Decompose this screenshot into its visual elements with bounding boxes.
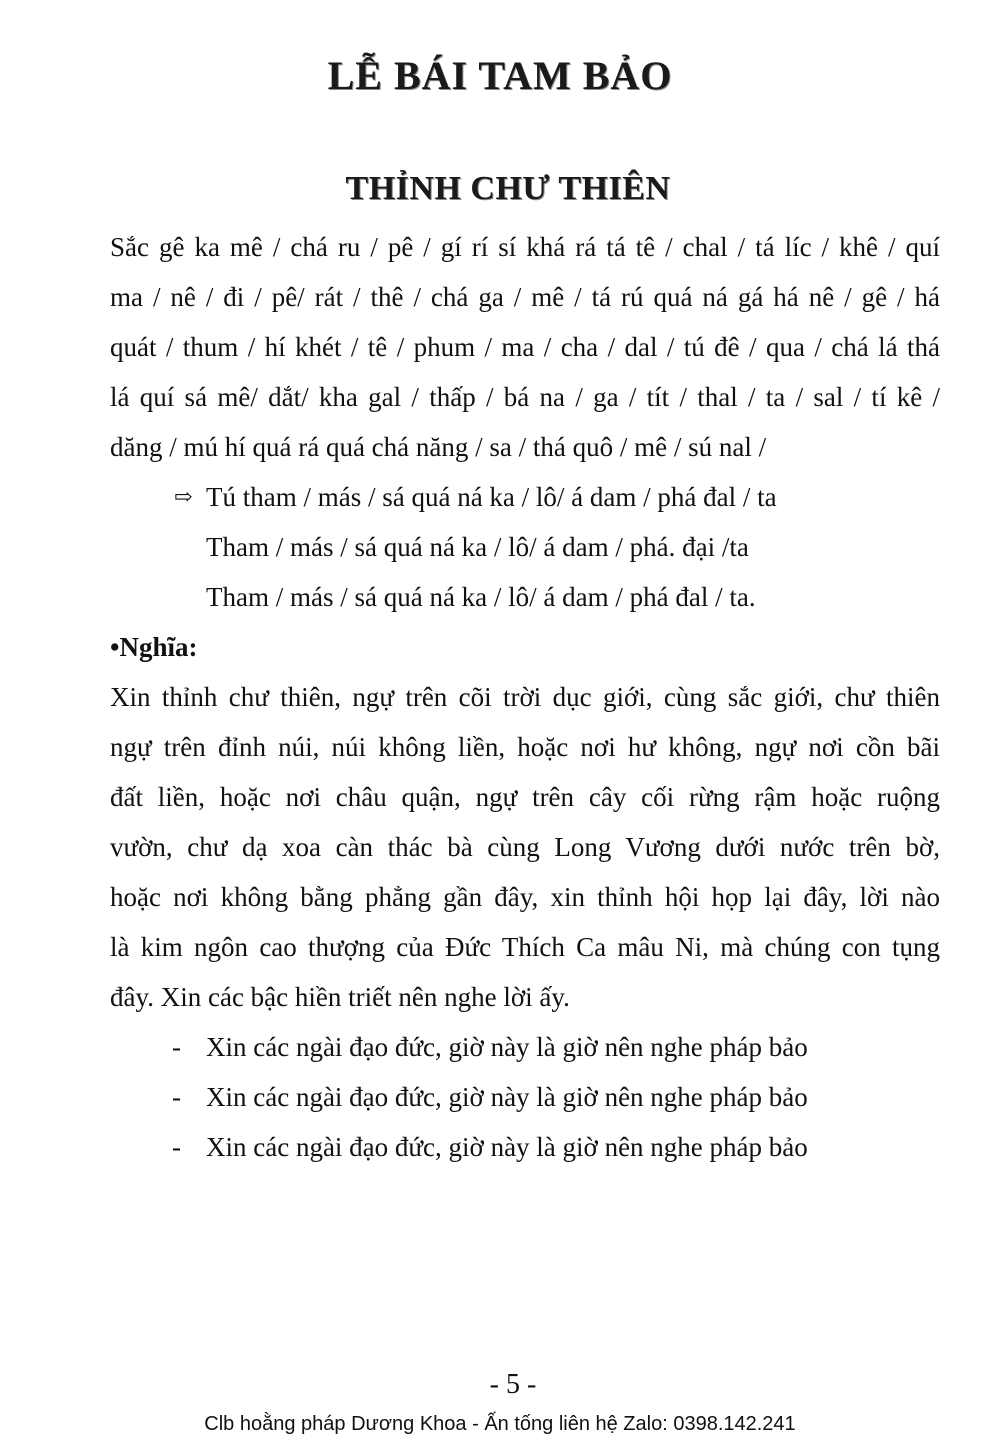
footer-credit: Clb hoằng pháp Dương Khoa - Ấn tống liên hệ Zalo: 0398.142.241: [204, 1413, 796, 1435]
meaning-line: vườn, chư dạ xoa càn thác bà cùng Long Vương dưới nước trên bờ,: [110, 832, 940, 862]
bullet-line: Xin các ngài đạo đức, giờ này là giờ nên nghe pháp bảo: [206, 1032, 808, 1062]
meaning-line: đây. Xin các bậc hiền triết nên nghe lời ấy.: [110, 982, 570, 1012]
refrain-line: Tú tham / más / sá quá ná ka / lô/ á dam / phá đal / ta: [206, 482, 777, 512]
arrow-right-icon: ⇨: [174, 484, 193, 509]
bullet-marker: -: [172, 1082, 181, 1112]
bullet-line: Xin các ngài đạo đức, giờ này là giờ nên nghe pháp bảo: [206, 1132, 808, 1162]
meaning-line: hoặc nơi không bằng phẳng gần đây, xin thỉnh hội họp lại đây, lời nào: [110, 882, 940, 912]
meaning-line: ngự trên đỉnh núi, núi không liền, hoặc nơi hư không, ngự nơi cồn bãi: [110, 732, 940, 762]
meaning-line: là kim ngôn cao thượng của Đức Thích Ca mâu Ni, mà chúng con tụng: [110, 932, 940, 962]
meaning-heading: •Nghĩa:: [110, 632, 198, 662]
chant-line: lá quí sá mê/ dắt/ kha gal / thấp / bá na / ga / tít / thal / ta / sal / tí kê /: [110, 382, 940, 412]
meaning-line: Xin thỉnh chư thiên, ngự trên cõi trời dục giới, cùng sắc giới, chư thiên: [110, 682, 940, 712]
bullet-marker: -: [172, 1132, 181, 1162]
refrain-line: Tham / más / sá quá ná ka / lô/ á dam / phá. đại /ta: [206, 532, 749, 562]
chant-line: dăng / mú hí quá rá quá chá năng / sa / thá quô / mê / sú nal /: [110, 432, 767, 462]
chant-line: Sắc gê ka mê / chá ru / pê / gí rí sí khá rá tá tê / chal / tá líc / khê / quí: [110, 232, 940, 262]
page-title: LỄ BÁI TAM BẢO: [327, 53, 673, 98]
bullet-line: Xin các ngài đạo đức, giờ này là giờ nên nghe pháp bảo: [206, 1082, 808, 1112]
refrain-line: Tham / más / sá quá ná ka / lô/ á dam / phá đal / ta.: [206, 582, 756, 612]
page-number: - 5 -: [489, 1369, 537, 1400]
chant-line: quát / thum / hí khét / tê / phum / ma / cha / dal / tú đê / qua / chá lá thá: [110, 332, 940, 362]
section-title: THỈNH CHƯ THIÊN: [345, 170, 671, 207]
bullet-marker: -: [172, 1032, 181, 1062]
meaning-line: đất liền, hoặc nơi châu quận, ngự trên cây cối rừng rậm hoặc ruộng: [110, 782, 940, 812]
chant-line: ma / nê / đi / pê/ rát / thê / chá ga / mê / tá rú quá ná gá há nê / gê / há: [110, 282, 940, 312]
